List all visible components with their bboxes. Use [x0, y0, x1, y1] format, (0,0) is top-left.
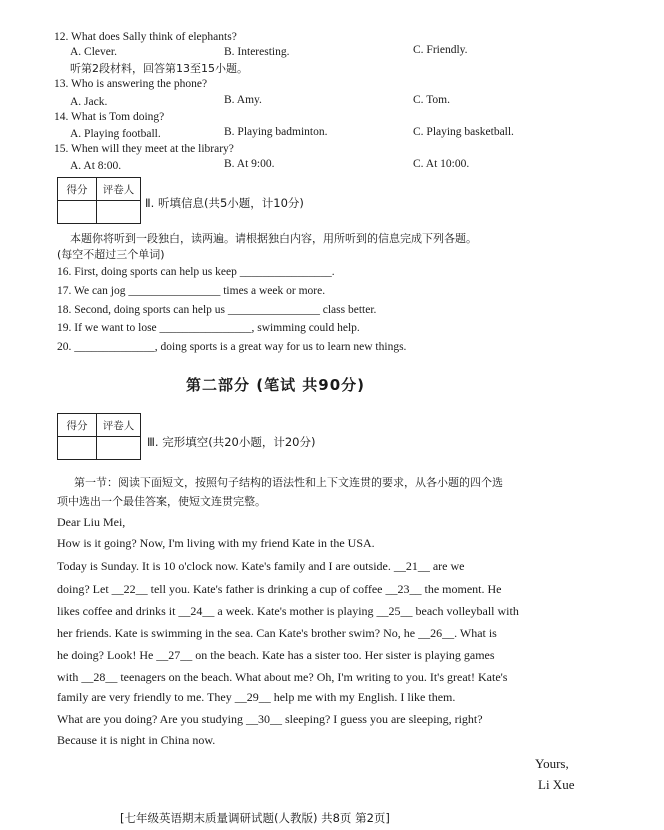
- letter-line: her friends. Kate is swimming in the sea. Can Kate's brother swim? No, he __26__. What is: [57, 626, 497, 640]
- score-label: 得分: [58, 178, 97, 201]
- q13-option-b: B. Amy.: [224, 94, 262, 106]
- letter-line: Because it is night in China now.: [57, 733, 216, 747]
- question-14: 14. What is Tom doing?: [54, 111, 165, 123]
- q15-option-b: B. At 9:00.: [224, 158, 275, 170]
- q12-option-b: B. Interesting.: [224, 46, 290, 58]
- grader-label: 评卷人: [97, 178, 141, 201]
- letter-signature: Li Xue: [538, 777, 575, 792]
- letter-line: he doing? Look! He __27__ on the beach. Kate has a sister too. Her sister is playing games: [57, 648, 495, 662]
- letter-line: doing? Let __22__ tell you. Kate's father is drinking a cup of coffee __23__ the moment. He: [57, 582, 502, 596]
- part-2-title: 第二部分 (笔试 共90分): [186, 376, 366, 394]
- q15-option-a: A. At 8:00.: [70, 160, 122, 172]
- score-cell: [58, 437, 97, 460]
- question-17: 17. We can jog ________________ times a week or more.: [57, 285, 326, 297]
- letter-line: Today is Sunday. It is 10 o'clock now. Kate's family and I are outside. __21__ are we: [57, 559, 465, 573]
- question-20: 20. ______________, doing sports is a great way for us to learn new things.: [57, 341, 407, 353]
- question-19: 19. If we want to lose ________________, swimming could help.: [57, 322, 360, 334]
- listening-note: 听第2段材料，回答第13至15小题。: [70, 62, 248, 75]
- section-2-note: (每空不超过三个单词): [57, 248, 165, 261]
- letter-line: What are you doing? Are you studying __30__ sleeping? I guess you are sleeping, right?: [57, 712, 483, 726]
- letter-greeting: Dear Liu Mei,: [57, 515, 126, 529]
- question-15: 15. When will they meet at the library?: [54, 143, 234, 155]
- q13-option-a: A. Jack.: [70, 96, 108, 108]
- q14-option-a: A. Playing football.: [70, 128, 161, 140]
- q14-option-c: C. Playing basketball.: [413, 126, 514, 138]
- q12-option-a: A. Clever.: [70, 46, 117, 58]
- q13-option-c: C. Tom.: [413, 94, 451, 106]
- section-2-instruction: 本题你将听到一段独白，读两遍。请根据独白内容，用所听到的信息完成下列各题。: [70, 232, 477, 245]
- question-16: 16. First, doing sports can help us keep ________________.: [57, 266, 335, 278]
- score-label: 得分: [58, 414, 97, 437]
- grader-label: 评卷人: [97, 414, 141, 437]
- letter-line: with __28__ teenagers on the beach. What about me? Oh, I'm writing to you. It's great! Kate's: [57, 670, 508, 684]
- grader-cell: [97, 201, 141, 224]
- letter-line: family are very friendly to me. They __29__ help me with my English. I like them.: [57, 690, 456, 704]
- q14-option-b: B. Playing badminton.: [224, 126, 328, 138]
- section-2-title: Ⅱ. 听填信息(共5小题，计10分): [145, 196, 304, 210]
- section-3-instruction-1: 第一节：阅读下面短文，按照句子结构的语法性和上下文连贯的要求，从各小题的四个选: [74, 476, 503, 489]
- q15-option-c: C. At 10:00.: [413, 158, 470, 170]
- section-3-title: Ⅲ. 完形填空(共20小题，计20分): [147, 435, 316, 449]
- score-box-1: [57, 177, 141, 224]
- score-box-2: [57, 413, 141, 460]
- question-12: 12. What does Sally think of elephants?: [54, 31, 237, 43]
- q12-option-c: C. Friendly.: [413, 44, 468, 56]
- question-13: 13. Who is answering the phone?: [54, 78, 208, 90]
- page-footer: [七年级英语期末质量调研试题(人教版) 共8页 第2页]: [120, 811, 390, 825]
- letter-line: likes coffee and drinks it __24__ a week. Kate's mother is playing __25__ beach volleyball with: [57, 604, 519, 618]
- section-3-instruction-2: 项中选出一个最佳答案，使短文连贯完整。: [57, 495, 266, 508]
- grader-cell: [97, 437, 141, 460]
- score-cell: [58, 201, 97, 224]
- letter-line: How is it going? Now, I'm living with my friend Kate in the USA.: [57, 536, 375, 550]
- question-18: 18. Second, doing sports can help us ________________ class better.: [57, 304, 377, 316]
- letter-closing: Yours,: [535, 756, 569, 771]
